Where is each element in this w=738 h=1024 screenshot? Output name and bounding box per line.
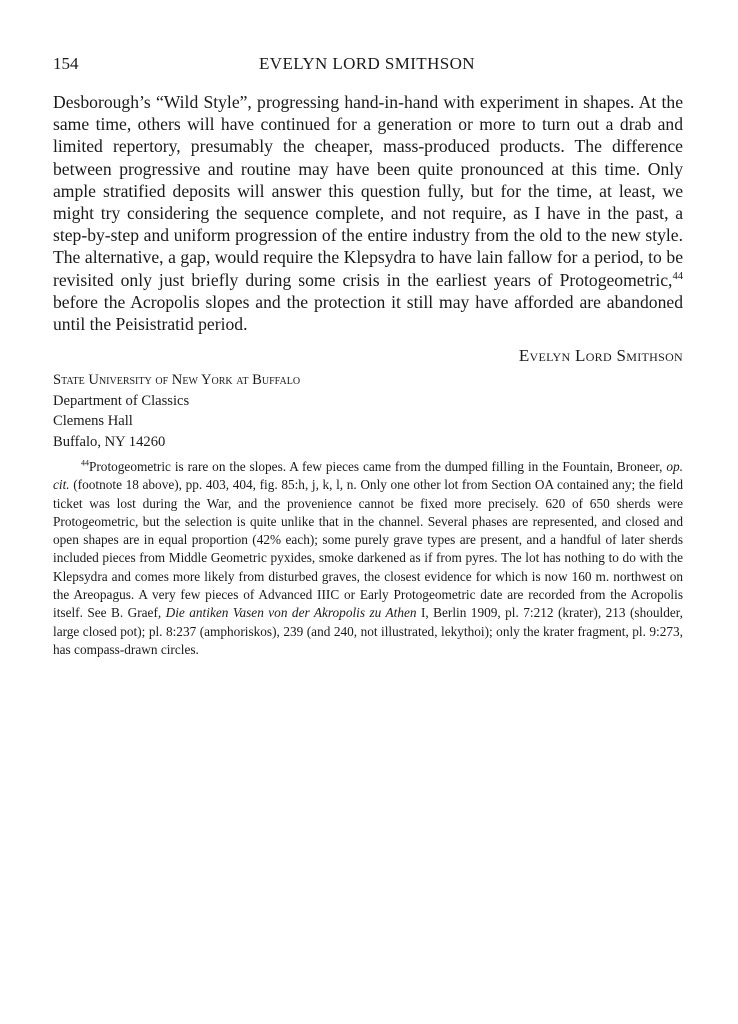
footnote-text-a: Protogeometric is rare on the slopes. A few pieces came from the dumped filling in the Fountain, Broneer, — [88, 459, 667, 474]
footnote-number: 44 — [81, 458, 89, 468]
running-title: EVELYN LORD SMITHSON — [259, 54, 475, 73]
body-paragraph — [53, 91, 683, 335]
footnote-italic-a: op. cit. — [53, 459, 683, 493]
author-address — [53, 370, 300, 452]
page-header — [53, 54, 681, 78]
body-text-part-2: before the Acropolis slopes and the protection it still may have afforded are abandoned until the Peisistratid period. — [53, 291, 683, 335]
footnote-text-c: I, Berlin 1909, pl. 7:212 (krater), 213 (shoulder, large closed pot); pl. 8:237 (amphoriskos), 239 (and 240, not illustrated, lekythoi); only the krater fragment, pl. 9:273, has compass-drawn circles. — [53, 605, 683, 657]
address-building: Clemens Hall — [53, 413, 133, 429]
address-department: Department of Classics — [53, 392, 190, 409]
page-number: 154 — [53, 54, 79, 73]
footnote-reference[interactable]: 44 — [672, 270, 683, 282]
footnote-text-b: (footnote 18 above), pp. 403, 404, fig. 85:h, j, k, l, n. Only one other lot from Section OA contained any; the field ticket was lost during the War, and the provenience cannot be fixed more precisely. 620 of 650 sherds were Protogeometric, but the selection is quite unlike that in the channel. Several phases are represented, and closed and open shapes are in equal proportion (42% each); some purely grave types are present, and a handful of later sherds included pieces from Middle Geometric pyxides, smoke darkened as if from pyres. The lot has nothing to do with the Klepsydra and comes more likely from disturbed graves, the closest evidence for which is now 160 m. northwest on the Areopagus. A very few pieces of Advanced IIIC or Early Protogeometric date are recorded from the Acropolis itself. See B. Graef, — [53, 477, 683, 621]
footnote-44 — [53, 458, 683, 659]
body-text-part-1: Desborough’s “Wild Style”, progressing hand-in-hand with experiment in shapes. At the same time, others will have continued for a generation or more to turn out a drab and limited repertory, presumably the cheaper, mass-produced products. The difference between progressive and routine may have been quite pronounced at this time. Only ample stratified deposits will answer this question fully, but for the time, at least, we might try considering the sequence complete, and not require, as I have in the past, a step-by-step and uniform progression of the entire industry from the old to the new style. The alternative, a gap, would require the Klepsydra to have lain fallow for a period, to be revisited only just briefly during some crisis in the earliest years of Protogeometric, — [53, 92, 683, 290]
address-city: Buffalo, NY 14260 — [53, 433, 166, 450]
author-signature: Evelyn Lord Smithson — [518, 346, 683, 365]
address-institution: State University of New York at Buffalo — [53, 372, 301, 388]
footnote-italic-b: Die antiken Vasen von der Akropolis zu Athen — [165, 605, 417, 621]
